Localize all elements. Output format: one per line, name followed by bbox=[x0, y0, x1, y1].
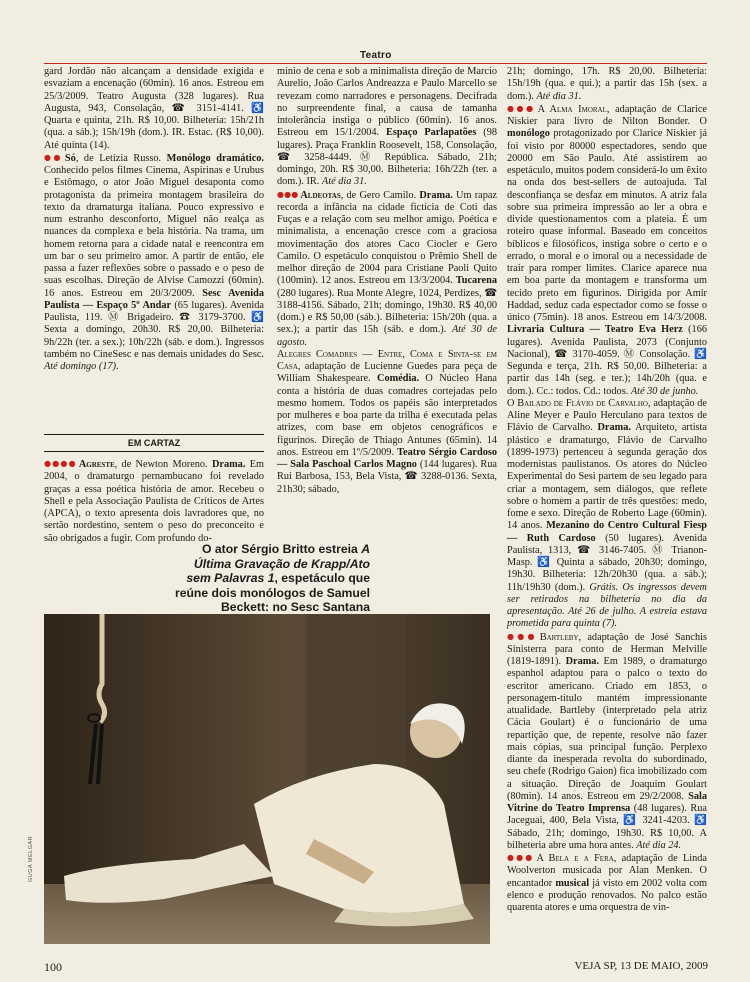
show-title: A Alma Imoral bbox=[537, 103, 607, 115]
genre: monólogo bbox=[507, 128, 550, 140]
review-alma-imoral: ●●● A Alma Imoral, adaptação de Clarice Niskier para livro de Nilton Bonder. O monólogo protagonizado por Clarice Niskier já foi visto por 80000 espectadores, sendo que 20000 em São Paulo. Até assistirem ao espetáculo, muitos podem considerá-lo um êxito na onda dos best-sellers de autoajuda. Tal desconfiança se desfaz em minutos. A atriz fala sobre sua primeira impressão ao ler a obra e divide questionamentos com a plateia. É um roteiro quase informal. Baseado em conceitos bíblicos e filosóficos, instiga sobre o certo e o errado, o moral e o imoral ou a necessidade de trair para romper limites. Clarice aparece nua em boa parte da montagem e transforma um tecido preto em figurinos. Dirigida por Amir Haddad, seduz cada espectador como se fosse o único (75min). 18 anos. Estreou em 14/3/2008. Livraria Cultura — Teatro Eva Herz (166 lugares). Avenida Paulista, 2073 (Conjunto Nacional), ☎ 3170-4059. Ⓜ Consolação. ♿ Segunda e terça, 21h. R$ 50,00. Bilheteria: a partir das 14h (seg. e ter.); 14h/20h (qua. e dom.). Cc.: todos. Cd.: todos. Até 30 de junho. bbox=[507, 103, 708, 397]
show-title: Só bbox=[64, 152, 76, 164]
venue: Tucarena bbox=[455, 275, 497, 287]
rating-stars: ●●● bbox=[507, 103, 536, 113]
review-bartleby: ●●● Bartleby, adaptação de José Sanchis Sinisterra para conto de Herman Melville (1819-1891). Drama. Em 1989, o dramaturgo espanhol adaptou para o palco o texto do escritor americano. Criado em 1853, o personagem-título mantém impressionante atualidade. Bartleby (interpretado pela atriz Cácia Goulart) é o funcionário de uma repartição que, de repente, resolve não fazer mais cópias, sua principal função. Perplexo diante da inesperada revolta do subordinado, seu chefe (Rodrigo Gaion) fica imobilizado com a situação. Direção de Joaquim Goulart (80min). 14 anos. Estreou em 29/2/2008. Sala Vitrine do Teatro Imprensa (48 lugares). Rua Jaceguai, 400, Bela Vista, ♿ 3241-4203. ♿ Sábado, 21h; domingo, 19h30. R$ 10,00. A bilheteria abre uma hora antes. Até dia 24. bbox=[507, 631, 708, 851]
review-aldeotas: ●●● Aldeotas, de Gero Camilo. Drama. Um rapaz recorda a infância na cidade fictícia de Coti das Fuças e a relação com seu melhor amigo. Poética e minimalista, a encenação cresce com a graciosa movimentação dos atores Caco Ciocler e Gero Camilo. O espetáculo conquistou o Prêmio Shell de melhor direção de 2004 para Cristiane Paoli Quito (100min). 12 anos. Estreou em 13/3/2004. Tucarena (280 lugares). Rua Monte Alegre, 1024, Perdizes, ☎ 3188-4156. Sábado, 21h; domingo, 19h30. R$ 40,00 (dom.) e R$ 50,00 (sáb.). Bilheteria: 15h/20h (qua. a sex.); a partir das 15h (sáb. e dom.). Até 30 de agosto. bbox=[277, 189, 498, 348]
review-so: ●● Só, de Letizia Russo. Monólogo dramático. Conhecido pelos filmes Cinema, Aspirinas e Urubus e Estômago, o ator João Miguel desaponta como protagonista da primeira montagem brasileira do texto da dramaturga italiana. Pouco expressivo e num estranho desconforto, Miguel não realça as nuances da complexa e bela história. Na trama, um homem retorna para a cidade natal e reencontra em um bar o seu primeiro amor. A partir de então, ele passa a fazer reflexões sobre o passado e o peso de suas escolhas. Direção de Alvise Camozzi (60min). 16 anos. Estreou em 20/3/2009. Sesc Avenida Paulista — Espaço 5º Andar (65 lugares). Avenida Paulista, 119. Ⓜ Brigadeiro. ☎ 3179-3700. ♿ Sexta a domingo, 20h30. R$ 20,00. Bilheteria: 9h/22h (ter. a sex.); 10h/22h (sáb. e dom.). Ingressos também no CineSesc e nas demais unidades do Sesc. Até domingo (17). bbox=[44, 152, 265, 372]
column-3 bbox=[507, 66, 707, 914]
top-rule bbox=[44, 63, 707, 64]
show-title: Aldeotas bbox=[300, 189, 341, 201]
review-continuation: gard Jordão não alcançam a densidade exigida e esvaziam a encenação (60min). 16 anos. Estreou em 25/3/2009. Teatro Augusta (328 lugares). Rua Augusta, 943, Consolação, ☎ 3151-4141. ♿ Quarta e quinta, 21h. R$ 10,00. Bilheteria: 15h/21h (qua. a sáb.); 15h/19h (dom.). IR. Estac. (R$ 10,00). Até quinta (14). bbox=[44, 66, 264, 151]
rating-stars: ●●● bbox=[277, 189, 299, 199]
genre: Drama. bbox=[419, 189, 453, 201]
section-header-em-cartaz: EM CARTAZ bbox=[44, 434, 264, 452]
run-note: Grátis. Os ingressos devem ser retirados na bilheteria no dia da apresentação. Até 26 de julho. A estreia estava prometida para quinta (7). bbox=[507, 581, 707, 630]
photo-caption: O ator Sérgio Britto estreia A Última Gravação de Krapp/Ato sem Palavras 1, espetáculo que reúne dois monólogos de Samuel Beckett: no Sesc Santana bbox=[174, 542, 370, 615]
review-bailado: O Bailado de Flávio de Carvalho, adaptação de Aline Meyer e Paulo Herculano para textos de Flávio de Carvalho. Drama. Arquiteto, artista plástico e dramaturgo, Flávio de Carvalho (1899-1973) pertenceu à segunda geração dos modernistas paulistanos. Os atores do Núcleo Experimental do Sesi partem de seu legado para criar a montagem, sem diálogos, que reflete sobre o homem a partir de três questões: medo, fome e sexo. Direção de Roberto Lage (60min). 14 anos. Mezanino do Centro Cultural Fiesp — Ruth Cardoso (50 lugares). Avenida Paulista, 1313, ☎ 3146-7405. Ⓜ Trianon-Masp. ♿ Quinta a sábado, 20h30; domingo, 19h30. Bilheteria: 12h/20h30 (qua. a sáb.); 11h/19h30 (dom.). Grátis. Os ingressos devem ser retirados na bilheteria no dia da apresentação. Até 26 de julho. A estreia estava prometida para quinta (7). bbox=[507, 397, 707, 630]
run-until: Até dia 31. bbox=[536, 90, 582, 102]
show-title: Bartleby bbox=[539, 631, 579, 643]
genre: Drama. bbox=[565, 656, 600, 667]
actor-photo bbox=[44, 614, 490, 944]
show-title: Alegres Comadres — Entre, Coma e Sinta-se em Casa bbox=[277, 348, 497, 372]
venue: Espaço Parlapatões bbox=[386, 127, 477, 139]
show-title: Agreste bbox=[78, 459, 115, 470]
review-alegres-comadres: Alegres Comadres — Entre, Coma e Sinta-se em Casa, adaptação de Lucienne Guedes para peça de William Shakespeare. Comédia. O Núcleo Hana conta a história de duas comadres cortejadas pelo mesmo homem. Todos os papéis são interpretados por mulheres e boa parte da trilha é executada pelas atrizes, com base em objetos cenográficos e figurinos. Direção de Thiago Antunes (65min). 14 anos. Estreou em 1º/5/2009. Teatro Sérgio Cardoso — Sala Paschoal Carlos Magno (144 lugares). Rua Rui Barbosa, 153, Bela Vista, ☎ 3288-0136. Sexta, 21h30; sábado, bbox=[277, 348, 497, 495]
rating-stars: ●●● bbox=[507, 631, 538, 641]
venue: Sala Vitrine do Teatro Imprensa bbox=[507, 790, 708, 814]
review-agreste: ●●●● Agreste, de Newton Moreno. Drama. Em 2004, o dramaturgo pernambucano foi revelado graças a essa poética história de amor. Recebeu o Shell e pela Associação Paulista de Críticos de Artes (APCA), o texto apresenta dois lavradores que, no sertão nordestino, sentem o peso do preconceito e são obrigados a fugir. Com profundo do- bbox=[44, 459, 265, 544]
column-1-lower bbox=[44, 458, 264, 545]
section-title: Teatro bbox=[360, 50, 392, 61]
rating-stars: ●● bbox=[44, 152, 63, 162]
publication-info: VEJA SP, 13 DE MAIO, 2009 bbox=[574, 960, 708, 972]
stage-scene-illustration bbox=[44, 614, 490, 944]
review-continuation: mínio de cena e sob a minimalista direção de Marcio Aurelio, João Carlos Andreazza e Paulo Marcello se revezam como narradores e personagens. Decifrada no surpreendente final, a causa de tamanha intolerância instiga o público (60min). 16 anos. Estreou em 15/1/2004. Espaço Parlapatões (98 lugares). Praça Franklin Roosevelt, 158, Consolação, ☎ 3258-4449. Ⓜ República. Sábado, 21h; domingo, 20h. R$ 30,00. Bilheteria: 16h/22h (ter. a dom.). IR. Até dia 31. bbox=[277, 66, 497, 188]
venue: Mezanino do Centro Cultural Fiesp — Ruth Cardoso bbox=[507, 520, 707, 544]
page-number: 100 bbox=[44, 960, 62, 974]
column-1 bbox=[44, 66, 264, 373]
run-until: Até domingo (17). bbox=[44, 361, 119, 372]
genre: musical bbox=[555, 877, 590, 889]
venue: Sesc Avenida Paulista — Espaço 5º Andar bbox=[44, 287, 264, 311]
venue: Teatro Sérgio Cardoso — Sala Paschoal Carlos Magno bbox=[277, 446, 497, 470]
genre: Drama. bbox=[211, 459, 246, 470]
rating-stars: ●●● bbox=[507, 853, 535, 862]
run-until: Até dia 24. bbox=[636, 839, 682, 851]
venue: Livraria Cultura — Teatro Eva Herz bbox=[507, 324, 683, 336]
show-title: O Bailado de Flávio de Carvalho bbox=[507, 397, 648, 409]
genre: Drama. bbox=[597, 422, 631, 434]
review-bela-fera: ●●● A Bela e a Fera, adaptação de Linda Woolverton musicada por Alan Menken. O encantador musical já visto em 2002 volta com elenco e produção renovados. No palco estão quarenta atores e uma orquestra de vin- bbox=[507, 853, 707, 913]
column-2 bbox=[277, 66, 497, 496]
run-until: Até 30 de agosto. bbox=[277, 324, 498, 348]
genre: Monólogo dramático. bbox=[166, 152, 265, 164]
genre: Comédia. bbox=[377, 373, 420, 385]
photo-credit: GUGA MELGAR bbox=[28, 835, 34, 882]
review-continuation: 21h; domingo, 17h. R$ 20,00. Bilheteria: 15h/19h (qua. e qui.); a partir das 15h (sex. a dom.). Até dia 31. bbox=[507, 66, 707, 102]
run-until: Até dia 31. bbox=[321, 176, 367, 188]
show-title: A Bela e a Fera bbox=[536, 853, 614, 864]
run-until: Até 30 de junho. bbox=[630, 385, 699, 397]
rating-stars: ●●●● bbox=[44, 459, 77, 468]
